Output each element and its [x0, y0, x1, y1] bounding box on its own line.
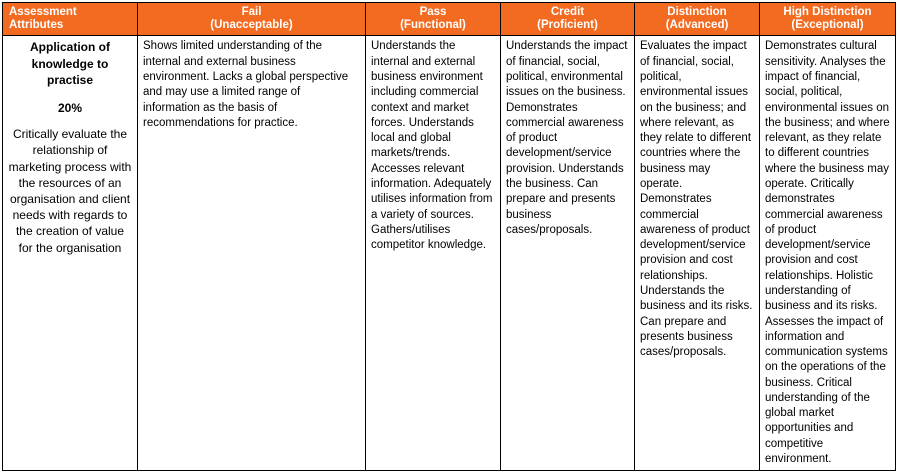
- header-credit-sublabel: (Proficient): [537, 19, 598, 32]
- header-pass-label: Pass: [419, 6, 447, 18]
- cell-fail: Shows limited understanding of the internal and external business environment. Lacks a global perspective and may use a limited range of information as the basis of recommendations for practice.: [138, 36, 366, 471]
- header-pass-sublabel: (Functional): [400, 19, 466, 32]
- attribute-weight: 20%: [57, 101, 83, 115]
- cell-distinction: Evaluates the impact of financial, social, political, environmental issues on the business; and where relevant, as they relate to different countries where the business may operate. Demonstrates commercial awareness of product development/service provision and cost relationships. Understands the business and its risks. Can prepare and presents business cases/proposals.: [635, 36, 760, 471]
- assessment-rubric-table: [2, 2, 896, 471]
- header-fail-sublabel: (Unacceptable): [210, 19, 293, 32]
- header-assessment-attributes: [3, 3, 138, 36]
- header-fail: [138, 3, 366, 36]
- attribute-description: Critically evaluate the relationship of marketing process with the resources of an organisation and client needs with regards to the creation of value for the organisation: [8, 127, 132, 255]
- cell-attribute: [3, 36, 138, 471]
- header-credit-label: Credit: [550, 6, 585, 18]
- header-credit: [501, 3, 635, 36]
- attribute-title: Application of knowledge to practise: [30, 40, 110, 87]
- header-distinction: [635, 3, 760, 36]
- header-high-distinction-label: High Distinction: [783, 6, 872, 18]
- header-fail-label: Fail: [241, 6, 262, 18]
- table-header: [3, 3, 896, 36]
- header-high-distinction-sublabel: (Exceptional): [791, 19, 864, 32]
- cell-high-distinction: Demonstrates cultural sensitivity. Analyses the impact of financial, social, political, environmental issues on the business; and where relevant, as they relate to different countries where the business may operate. Critically demonstrates commercial awareness of product development/service provision and cost relationships. Holistic understanding of business and its risks. Assesses the impact of information and communication systems on the operations of the business. Critical understanding of the global market opportunities and competitive environment.: [760, 36, 896, 471]
- table-row: [3, 36, 896, 471]
- header-row: [3, 3, 896, 36]
- header-distinction-sublabel: (Advanced): [665, 19, 729, 32]
- cell-credit: Understands the impact of financial, social, political, environmental issues on the business. Demonstrates commercial awareness of product development/service provision. Understands the business. Can prepare and presents business cases/proposals.: [501, 36, 635, 471]
- header-distinction-label: Distinction: [667, 6, 727, 18]
- cell-pass: Understands the internal and external business environment including commercial context and market forces. Understands local and global markets/trends. Accesses relevant information. Adequately utilises information from a variety of sources. Gathers/utilises competitor knowledge.: [366, 36, 501, 471]
- header-attributes-label: Assessment Attributes: [9, 6, 77, 32]
- header-high-distinction: [760, 3, 896, 36]
- header-pass: [366, 3, 501, 36]
- table-body: [3, 36, 896, 471]
